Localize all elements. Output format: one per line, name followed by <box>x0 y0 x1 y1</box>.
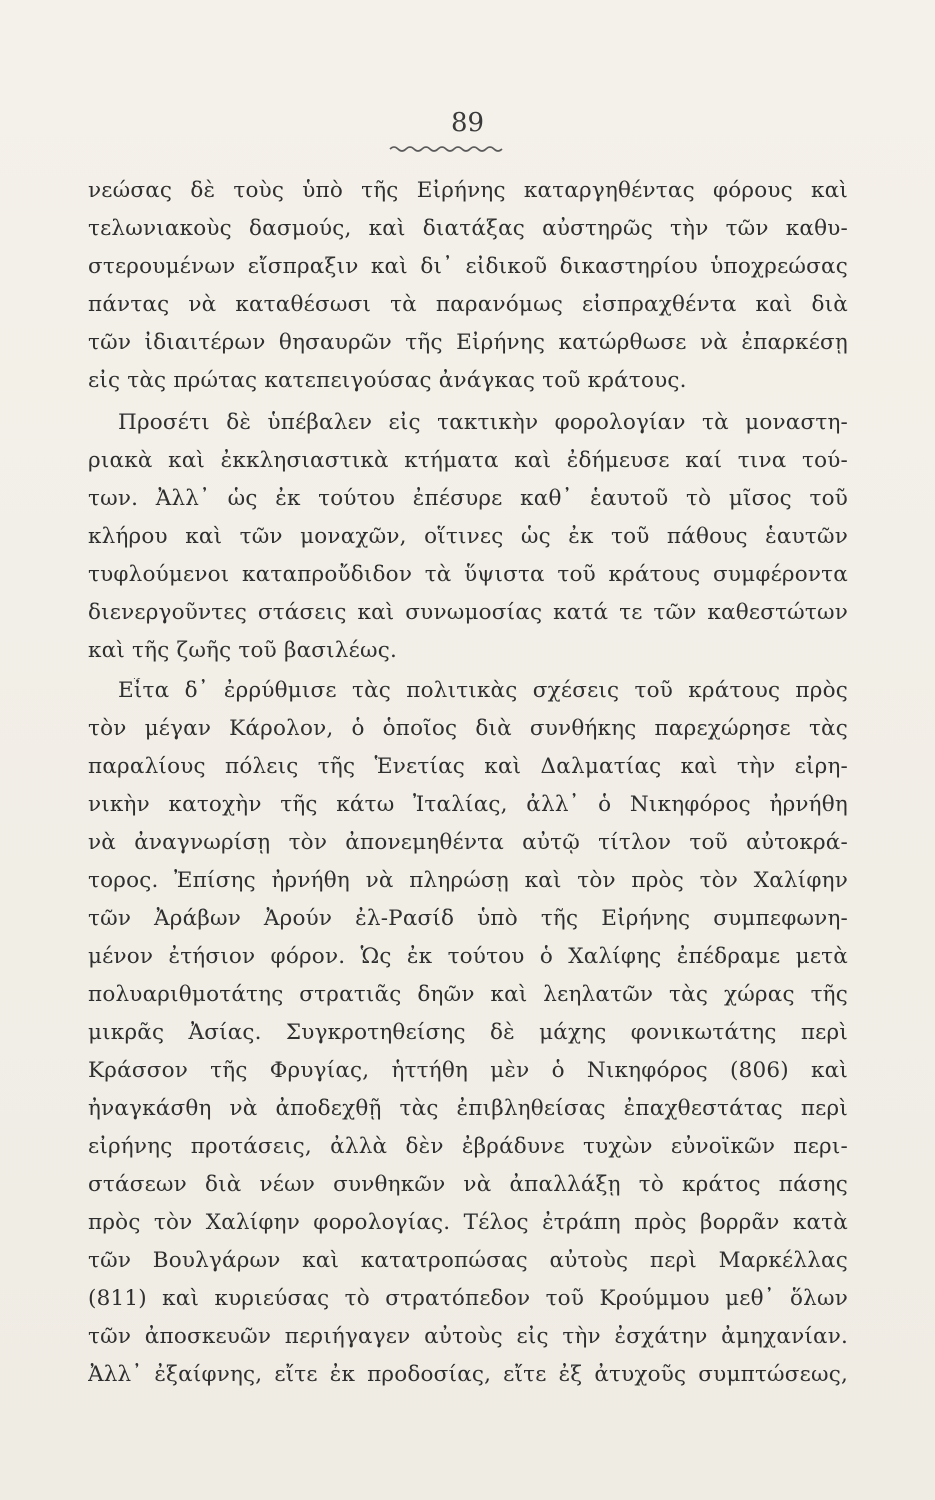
text-line: τῶν ἀποσκευῶν περιήγαγεν αὐτοὺς εἰς τὴν ἐσχάτην ἀμηχανίαν. <box>88 1324 848 1349</box>
text-line: κλήρου καὶ τῶν μοναχῶν, οἵτινες ὡς ἐκ τοῦ πάθους ἑαυτῶν <box>88 524 848 549</box>
text-line: (811) καὶ κυριεύσας τὸ στρατόπεδον τοῦ Κρούμμου μεθ᾽ ὅλων <box>88 1286 848 1311</box>
text-line: Κράσσον τῆς Φρυγίας, ἡττήθη μὲν ὁ Νικηφόρος (806) καὶ <box>88 1058 848 1083</box>
text-line: στερουμένων εἴσπραξιν καὶ δι᾽ εἰδικοῦ δικαστηρίου ὑποχρεώσας <box>88 254 848 279</box>
text-line: διενεργοῦντες στάσεις καὶ συνωμοσίας κατά τε τῶν καθεστώτων <box>88 600 848 625</box>
text-line: εἰρήνης προτάσεις, ἀλλὰ δὲν ἐβράδυνε τυχὼν εὐνοϊκῶν περι- <box>88 1134 848 1159</box>
text-line: τῶν Ἀράβων Ἀρούν ἐλ-Ρασίδ ὑπὸ τῆς Εἰρήνης συμπεφωνη- <box>88 906 848 931</box>
header-ornament <box>388 143 508 153</box>
text-line: πολυαριθμοτάτης στρατιᾶς δηῶν καὶ λεηλατῶν τὰς χώρας τῆς <box>88 982 848 1007</box>
text-line: νεώσας δὲ τοὺς ὑπὸ τῆς Εἰρήνης καταργηθέντας φόρους καὶ <box>88 178 848 203</box>
text-line: μένον ἐτήσιον φόρον. Ὡς ἐκ τούτου ὁ Χαλίφης ἐπέδραμε μετὰ <box>88 944 848 969</box>
text-line: παραλίους πόλεις τῆς Ἑνετίας καὶ Δαλματίας καὶ τὴν εἰρη- <box>88 754 848 779</box>
page-number: 89 <box>450 108 485 138</box>
text-line: καὶ τῆς ζωῆς τοῦ βασιλέως. <box>88 638 397 663</box>
text-line: τελωνιακοὺς δασμούς, καὶ διατάξας αὐστηρῶς τὴν τῶν καθυ- <box>88 216 848 241</box>
text-line: νικὴν κατοχὴν τῆς κάτω Ἰταλίας, ἀλλ᾽ ὁ Νικηφόρος ἠρνήθη <box>88 792 848 817</box>
text-line: τῶν Βουλγάρων καὶ κατατροπώσας αὐτοὺς περὶ Μαρκέλλας <box>88 1248 848 1273</box>
text-line: μικρᾶς Ἀσίας. Συγκροτηθείσης δὲ μάχης φονικωτάτης περὶ <box>88 1020 848 1045</box>
text-line: νὰ ἀναγνωρίσῃ τὸν ἀπονεμηθέντα αὐτῷ τίτλον τοῦ αὐτοκρά- <box>88 830 848 855</box>
text-line: των. Ἀλλ᾽ ὡς ἐκ τούτου ἐπέσυρε καθ᾽ ἑαυτοῦ τὸ μῖσος τοῦ <box>88 486 848 511</box>
text-line: ριακὰ καὶ ἐκκλησιαστικὰ κτήματα καὶ ἐδήμευσε καί τινα τού- <box>88 448 848 473</box>
text-line: Εἶτα δ᾽ ἐρρύθμισε τὰς πολιτικὰς σχέσεις τοῦ κράτους πρὸς <box>118 678 848 703</box>
text-line: πάντας νὰ καταθέσωσι τὰ παρανόμως εἰσπραχθέντα καὶ διὰ <box>88 292 848 317</box>
text-line: Ἀλλ᾽ ἐξαίφνης, εἴτε ἐκ προδοσίας, εἴτε ἐξ ἀτυχοῦς συμπτώσεως, <box>88 1362 848 1387</box>
text-line: Προσέτι δὲ ὑπέβαλεν εἰς τακτικὴν φορολογίαν τὰ μοναστη- <box>118 410 848 435</box>
text-line: τορος. Ἐπίσης ἠρνήθη νὰ πληρώσῃ καὶ τὸν πρὸς τὸν Χαλίφην <box>88 868 848 893</box>
text-line: τῶν ἰδιαιτέρων θησαυρῶν τῆς Εἰρήνης κατώρθωσε νὰ ἐπαρκέσῃ <box>88 330 848 355</box>
text-line: ἠναγκάσθη νὰ ἀποδεχθῇ τὰς ἐπιβληθείσας ἐπαχθεστάτας περὶ <box>88 1096 848 1121</box>
text-line: στάσεων διὰ νέων συνθηκῶν νὰ ἀπαλλάξῃ τὸ κράτος πάσης <box>88 1172 848 1197</box>
text-line: πρὸς τὸν Χαλίφην φορολογίας. Τέλος ἐτράπη πρὸς βορρᾶν κατὰ <box>88 1210 848 1235</box>
text-line: εἰς τὰς πρώτας κατεπειγούσας ἀνάγκας τοῦ κράτους. <box>88 368 687 393</box>
text-line: τὸν μέγαν Κάρολον, ὁ ὁποῖος διὰ συνθήκης παρεχώρησε τὰς <box>88 716 848 741</box>
text-line: τυφλούμενοι καταπροὔδιδον τὰ ὕψιστα τοῦ κράτους συμφέροντα <box>88 562 848 587</box>
